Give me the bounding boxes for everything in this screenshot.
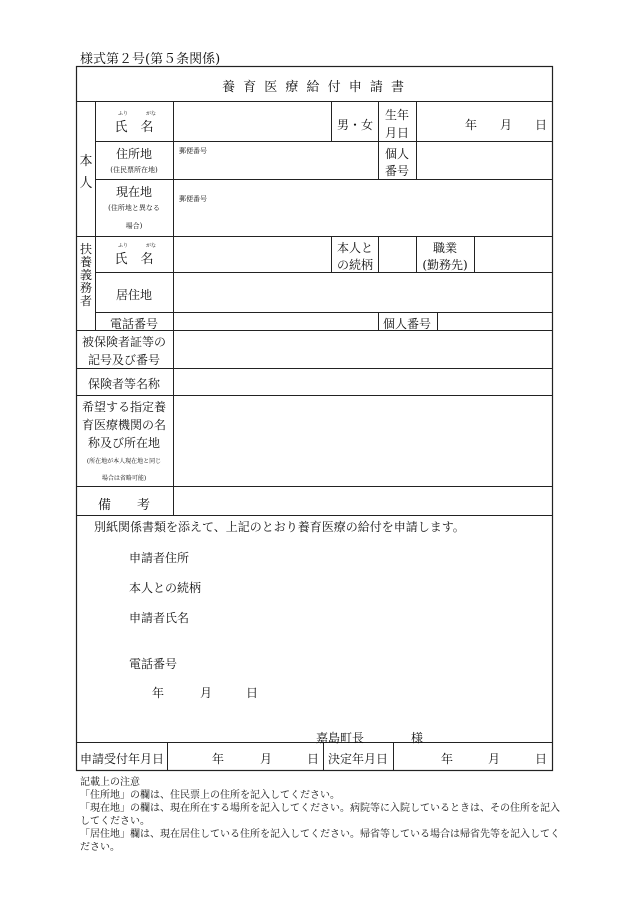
- insurance-card-label-2: 記号及び番号: [87, 353, 161, 367]
- applicant-address-field[interactable]: [200, 545, 540, 565]
- notes-title: 記載上の注意: [80, 777, 140, 788]
- hospital-label-1: 希望する指定養: [81, 400, 167, 414]
- name-ruby-furi: ふり: [118, 111, 129, 117]
- applicant-name-field[interactable]: [200, 605, 540, 625]
- birth-month: 月: [499, 118, 513, 132]
- fuyo-name-label: 氏 名: [114, 252, 154, 267]
- address-label: 住所地: [115, 147, 153, 161]
- applicant-phone-label: 電話番号: [129, 657, 178, 671]
- fuyo-label-1: 扶: [79, 242, 93, 256]
- decision-date-field[interactable]: [394, 743, 552, 770]
- applicant-phone-field[interactable]: [200, 651, 540, 671]
- applicant-relation-label: 本人との続柄: [129, 581, 202, 595]
- birth-day: 日: [534, 118, 548, 132]
- application-year: 年: [152, 686, 165, 700]
- job-label-2: (勤務先): [422, 258, 468, 272]
- receipt-day: 日: [306, 752, 320, 766]
- note-item: 「住所地」の欄は、住民票上の住所を記入してください。: [80, 790, 340, 801]
- fuyo-label-5: 者: [79, 294, 93, 308]
- honnin-personal-no-field[interactable]: [417, 142, 552, 179]
- remarks-field[interactable]: [174, 487, 552, 515]
- remarks-label: 備 考: [97, 498, 151, 513]
- hospital-note-2: 場合は省略可能): [101, 475, 147, 482]
- insurance-card-label-1: 被保険者証等の: [81, 335, 167, 349]
- insurance-card-field[interactable]: [174, 331, 552, 368]
- note-item: 「現在地」の欄は、現在所在する場所を記入してください。病院等に入院しているときは、その住所を記入してください。: [80, 803, 560, 827]
- declaration-text: 別紙関係書類を添えて、上記のとおり養育医療の給付を申請します。: [94, 520, 465, 534]
- decision-month: 月: [487, 752, 501, 766]
- fuyo-job-field[interactable]: [475, 237, 552, 272]
- birth-year: 年: [464, 118, 478, 132]
- fuyo-ruby-furi: ふり: [118, 243, 129, 249]
- hospital-field[interactable]: [174, 396, 552, 486]
- applicant-name-label: 申請者氏名: [129, 611, 190, 625]
- sex-label: 男・女: [336, 118, 374, 132]
- fuyo-personal-no-label: 個人番号: [382, 317, 432, 331]
- receipt-month: 月: [259, 752, 273, 766]
- application-day: 日: [246, 686, 259, 700]
- address-note: (住民票所在地): [110, 166, 158, 174]
- residence-field[interactable]: [174, 273, 552, 312]
- receipt-year: 年: [211, 752, 225, 766]
- decision-year: 年: [440, 752, 454, 766]
- personal-no-label-2: 番号: [384, 164, 410, 178]
- fuyo-ruby-gana: がな: [146, 243, 157, 249]
- hospital-label-2: 育医療機関の名: [81, 418, 167, 432]
- insurer-field[interactable]: [174, 369, 552, 395]
- applicant-relation-field[interactable]: [200, 575, 540, 595]
- job-label-1: 職業: [432, 241, 458, 255]
- fuyo-label-2: 養: [79, 255, 93, 269]
- current-note-1: (住所地と異なる: [108, 204, 160, 212]
- decision-day: 日: [534, 752, 548, 766]
- fuyo-label-4: 務: [79, 281, 93, 295]
- current-postal-label: 郵便番号: [179, 195, 207, 203]
- form-title: 養 育 医 療 給 付 申 請 書: [221, 80, 407, 95]
- current-location-field[interactable]: [174, 180, 552, 236]
- address-postal-label: 郵便番号: [179, 147, 207, 155]
- applicant-address-label: 申請者住所: [129, 551, 190, 565]
- addressee-label: 嘉島町長: [316, 731, 365, 745]
- address-field[interactable]: [174, 142, 378, 179]
- current-label: 現在地: [115, 185, 153, 199]
- name-ruby-gana: がな: [146, 111, 157, 117]
- honnin-name-field[interactable]: [174, 102, 331, 141]
- application-month: 月: [200, 686, 213, 700]
- birth-label-1: 生年: [384, 108, 410, 122]
- note-item: 「居住地」欄は、現在居住している住所を記入してください。帰省等している場合は帰省先等を記入してください。: [80, 829, 560, 853]
- birth-label-2: 月日: [384, 126, 410, 140]
- notes-section: [80, 776, 560, 854]
- residence-label: 居住地: [115, 288, 153, 302]
- current-note-2: 場合): [125, 222, 143, 230]
- fuyo-relation-field[interactable]: [379, 237, 416, 272]
- fuyo-phone-field[interactable]: [174, 313, 378, 330]
- hospital-note-1: (所在地が本人現在地と同じ: [86, 458, 162, 465]
- relation-label-2: の続柄: [336, 258, 374, 272]
- receipt-date-label: 申請受付年月日: [79, 752, 165, 766]
- relation-label-1: 本人と: [336, 241, 374, 255]
- fuyo-name-field[interactable]: [174, 237, 331, 272]
- hospital-label-3: 称及び所在地: [87, 436, 161, 450]
- receipt-date-field[interactable]: [168, 743, 323, 770]
- fuyo-label-3: 義: [79, 268, 93, 282]
- addressee-sama: 様: [411, 731, 424, 745]
- honnin-name-label: 氏 名: [114, 120, 154, 135]
- honnin-label-1: 本: [79, 154, 93, 169]
- form-id: 様式第２号(第５条関係): [80, 52, 221, 67]
- honnin-label-2: 人: [79, 176, 93, 191]
- fuyo-personal-no-field[interactable]: [438, 313, 552, 330]
- personal-no-label-1: 個人: [384, 147, 410, 161]
- decision-date-label: 決定年月日: [327, 752, 389, 766]
- insurer-label: 保険者等名称: [87, 377, 161, 391]
- fuyo-phone-label: 電話番号: [109, 317, 159, 331]
